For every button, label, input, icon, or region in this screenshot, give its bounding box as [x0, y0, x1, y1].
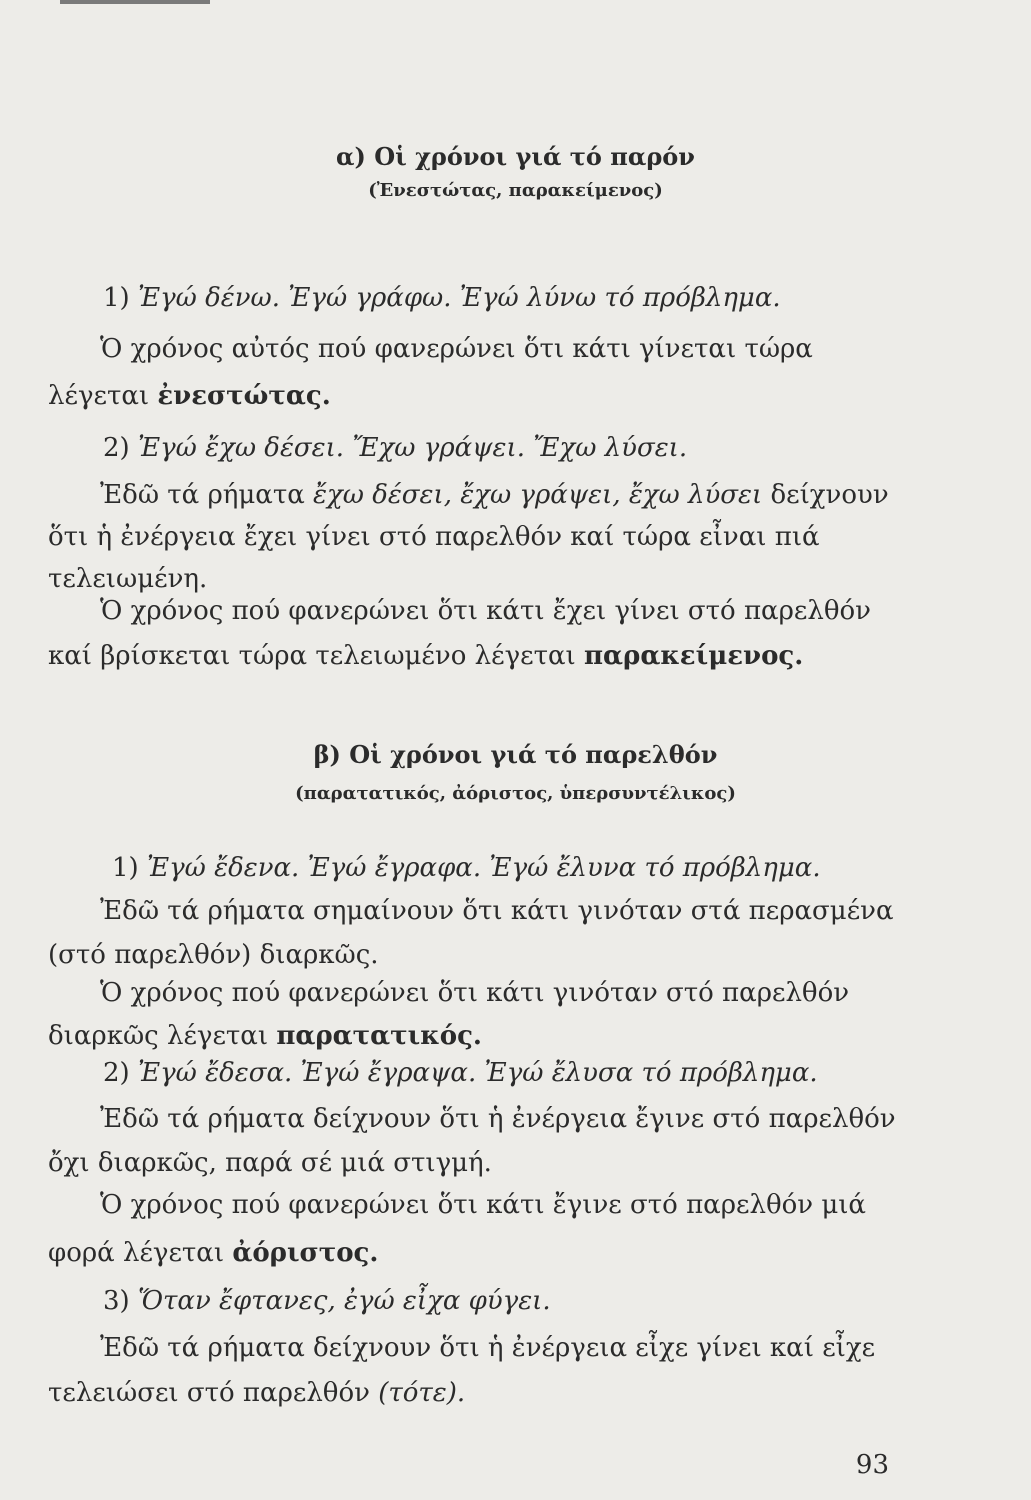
paragraph-text: καί βρίσκεται τώρα τελειωμένο λέγεται — [48, 641, 584, 671]
top-edge-mark — [60, 0, 210, 4]
example-number: 1) — [103, 283, 130, 313]
section-a-example-2 — [103, 435, 687, 461]
paragraph-text: φορά λέγεται — [48, 1238, 233, 1268]
paragraph-text: διαρκῶς λέγεται — [48, 1021, 277, 1051]
section-b-example-1 — [112, 855, 821, 881]
paragraph-text: λέγεται — [48, 381, 158, 411]
example-number: 2) — [103, 433, 130, 463]
paragraph-line: ὄχι διαρκῶς, παρά σέ μιά στιγμή. — [48, 1148, 492, 1178]
paragraph-line: Ὁ χρόνος πού φανερώνει ὅτι κάτι ἔχει γίνει στό παρελθόν — [100, 596, 871, 626]
paragraph-line: ὅτι ἡ ἐνέργεια ἔχει γίνει στό παρελθόν καί τώρα εἶναι πιά — [48, 522, 820, 552]
section-b-example-2 — [103, 1060, 818, 1086]
example-number: 3) — [103, 1286, 130, 1316]
term-paratatikos: παρατατικός. — [276, 1021, 482, 1051]
paragraph-text: δείχνουν — [762, 480, 889, 510]
section-a-title: α) Οἱ χρόνοι γιά τό παρόν — [336, 142, 695, 171]
example-text: Ἐγώ ἔχω δέσει. Ἔχω γράψει. Ἔχω λύσει. — [137, 433, 688, 463]
example-text: Ὅταν ἔφτανες, ἐγώ εἶχα φύγει. — [137, 1286, 551, 1316]
section-b-subtitle: (παρατατικός, ἀόριστος, ὑπερσυντέλικος) — [295, 783, 736, 804]
example-number: 1) — [112, 853, 139, 883]
paragraph-line: Ἐδῶ τά ρήματα δείχνουν ὅτι ἡ ἐνέργεια εἶχε γίνει καί εἶχε — [100, 1333, 876, 1363]
paragraph-line: τελειωμένη. — [48, 564, 208, 594]
paragraph-line — [48, 1023, 482, 1049]
section-a-example-1 — [103, 285, 781, 311]
example-text: Ἐγώ ἔδενα. Ἐγώ ἔγραφα. Ἐγώ ἔλυνα τό πρόβλημα. — [146, 853, 821, 883]
paragraph-text: τελειώσει στό παρελθόν — [48, 1378, 379, 1408]
paragraph-line: Ἐδῶ τά ρήματα δείχνουν ὅτι ἡ ἐνέργεια ἔγινε στό παρελθόν — [100, 1104, 896, 1134]
section-a-subtitle: (Ἐνεστώτας, παρακείμενος) — [368, 180, 663, 201]
paragraph-line — [48, 1240, 378, 1266]
paragraph-italic: (τότε). — [378, 1378, 466, 1408]
paragraph-italic: ἔχω δέσει, ἔχω γράψει, ἔχω λύσει — [313, 480, 763, 510]
paragraph-line — [48, 643, 803, 669]
section-b-title: β) Οἱ χρόνοι γιά τό παρελθόν — [313, 740, 718, 769]
term-parakeimenos: παρακείμενος. — [583, 641, 804, 671]
paragraph-line — [100, 482, 889, 508]
example-text: Ἐγώ ἔδεσα. Ἐγώ ἔγραψα. Ἐγώ ἔλυσα τό πρόβλημα. — [137, 1058, 818, 1088]
section-b-example-3 — [103, 1288, 551, 1314]
paragraph-text: Ἐδῶ τά ρήματα — [100, 480, 314, 510]
example-number: 2) — [103, 1058, 130, 1088]
page-number: 93 — [855, 1450, 889, 1480]
paragraph-line: Ὁ χρόνος αὐτός πού φανερώνει ὅτι κάτι γίνεται τώρα — [100, 334, 813, 364]
paragraph-line: Ὁ χρόνος πού φανερώνει ὅτι κάτι ἔγινε στό παρελθόν μιά — [100, 1190, 866, 1220]
example-text: Ἐγώ δένω. Ἐγώ γράφω. Ἐγώ λύνω τό πρόβλημα. — [137, 283, 781, 313]
paragraph-line: Ἐδῶ τά ρήματα σημαίνουν ὅτι κάτι γινόταν στά περασμένα — [100, 896, 894, 926]
term-aoristos: ἀόριστος. — [232, 1238, 379, 1268]
paragraph-line — [48, 1380, 465, 1406]
paragraph-line: (στό παρελθόν) διαρκῶς. — [48, 940, 379, 970]
term-enestotas: ἐνεστώτας. — [157, 381, 331, 411]
paragraph-line — [48, 383, 331, 409]
paragraph-line: Ὁ χρόνος πού φανερώνει ὅτι κάτι γινόταν στό παρελθόν — [100, 978, 850, 1008]
